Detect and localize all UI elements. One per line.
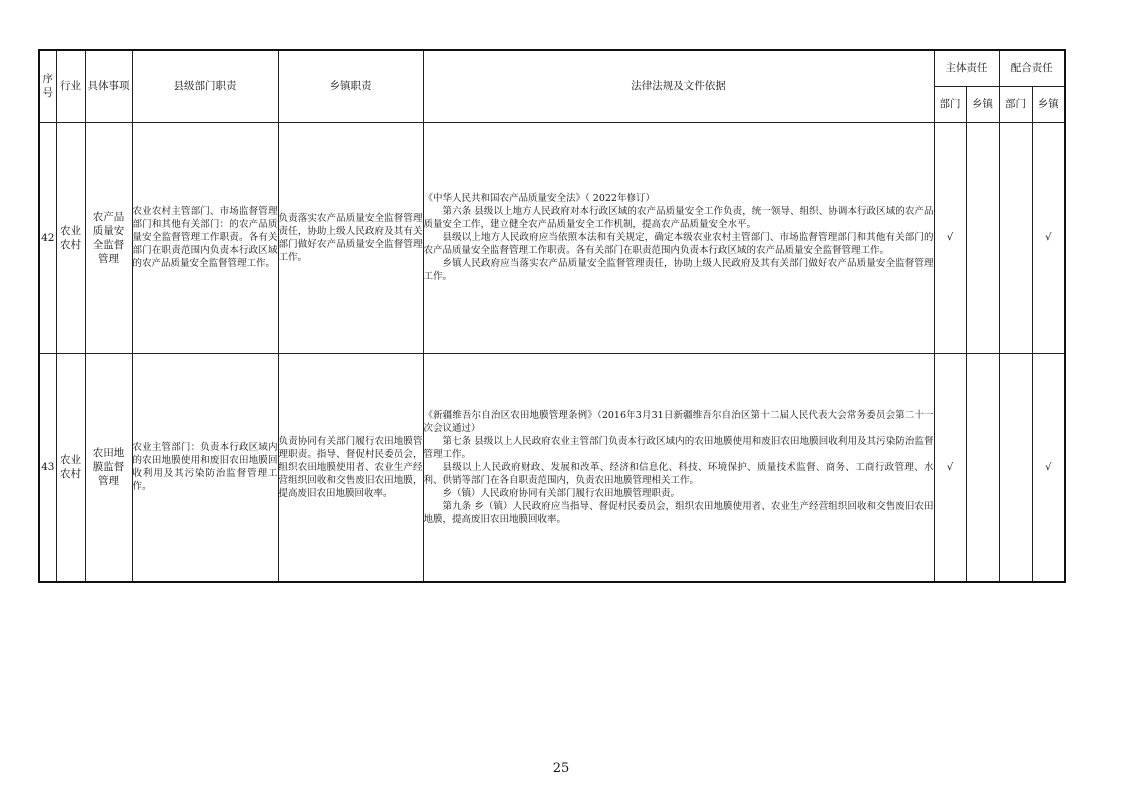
law-title: 《新疆维吾尔自治区农田地膜管理条例》（2016年3月31日新疆维吾尔自治区第十二届人民代表大会常务委员会第二十一次会议通过） — [423, 409, 934, 434]
coop-dept-check — [999, 353, 1032, 582]
row-county-duty: 农业农村主管部门、市场监督管理部门和其他有关部门：的农产品质量安全监督管理工作职责。各有关部门在职责范围内负责本行政区域的农产品质量安全监督管理工作。 — [132, 122, 278, 353]
header-county-duty: 县级部门职责 — [132, 50, 278, 122]
row-item: 农产品质量安全监督管理 — [85, 122, 132, 353]
row-seq: 42 — [39, 122, 56, 353]
table-row — [39, 353, 1065, 582]
law-paragraph: 县级以上人民政府财政、发展和改革、经济和信息化、科技、环境保护、质量技术监督、商务、工商行政管理、水利、供销等部门在各自职责范围内，负责农田地膜管理相关工作。 — [423, 461, 934, 486]
coop-town-check: √ — [1032, 122, 1065, 353]
law-title: 《中华人民共和国农产品质量安全法》（ 2022年修订） — [423, 193, 655, 204]
header-coop-dept: 部门 — [999, 86, 1032, 122]
law-paragraph: 县级以上地方人民政府应当依照本法和有关规定，确定本级农业农村主管部门、市场监督管理部门和其他有关部门的农产品质量安全监督管理工作职责。各有关部门在职责范围内负责本行政区域的农产品质量安全监督管理工作。 — [423, 232, 934, 256]
row-town-duty: 负责协同有关部门履行农田地膜管理职责。指导、督促村民委员会，组织农田地膜使用者、农业生产经营组织回收和交售废旧农田地膜，提高废旧农田地膜回收率。 — [278, 353, 423, 582]
page-number: 25 — [552, 761, 570, 776]
header-row-1 — [39, 50, 1065, 86]
row-industry: 农业农村 — [56, 353, 85, 582]
main-dept-check: √ — [934, 353, 966, 582]
main-dept-check: √ — [934, 122, 966, 353]
header-coop-responsibility: 配合责任 — [999, 50, 1065, 86]
header-main-town: 乡镇 — [966, 86, 999, 122]
main-town-check — [966, 122, 999, 353]
table-row — [39, 122, 1065, 353]
row-county-duty: 农业主管部门：负责本行政区域内的农田地膜使用和废旧农田地膜回收利用及其污染防治监督管理工作。 — [132, 353, 278, 582]
header-coop-town: 乡镇 — [1032, 86, 1065, 122]
row-legal-basis — [423, 353, 934, 582]
header-item: 具体事项 — [85, 50, 132, 122]
responsibility-table — [38, 49, 1066, 583]
header-main-dept: 部门 — [934, 86, 966, 122]
header-town-duty: 乡镇职责 — [278, 50, 423, 122]
header-seq: 序号 — [39, 50, 56, 122]
law-paragraph: 第九条 乡（镇）人民政府应当指导、督促村民委员会，组织农田地膜使用者、农业生产经营组织回收和交售废旧农田地膜，提高废旧农田地膜回收率。 — [423, 500, 934, 525]
law-paragraph: 乡镇人民政府应当落实农产品质量安全监督管理责任，协助上级人民政府及其有关部门做好农产品质量安全监督管理工作。 — [423, 258, 934, 282]
row-town-duty: 负责落实农产品质量安全监督管理责任，协助上级人民政府及其有关部门做好农产品质量安全监督管理工作。 — [278, 122, 423, 353]
header-industry: 行业 — [56, 50, 85, 122]
header-main-responsibility: 主体责任 — [934, 50, 999, 86]
row-legal-basis — [423, 122, 934, 353]
header-legal-basis: 法律法规及文件依据 — [423, 50, 934, 122]
law-paragraph: 第七条 县级以上人民政府农业主管部门负责本行政区域内的农田地膜使用和废旧农田地膜回收利用及其污染防治监督管理工作。 — [423, 435, 934, 460]
row-item: 农田地膜监督管理 — [85, 353, 132, 582]
row-seq: 43 — [39, 353, 56, 582]
coop-town-check: √ — [1032, 353, 1065, 582]
law-paragraph: 第六条 县级以上地方人民政府对本行政区域的农产品质量安全工作负责，统一领导、组织、协调本行政区域的农产品质量安全工作，建立健全农产品质量安全工作机制，提高农产品质量安全水平。 — [423, 206, 934, 230]
row-industry: 农业农村 — [56, 122, 85, 353]
main-town-check — [966, 353, 999, 582]
coop-dept-check — [999, 122, 1032, 353]
law-paragraph: 乡（镇）人民政府协同有关部门履行农田地膜管理职责。 — [442, 487, 681, 499]
